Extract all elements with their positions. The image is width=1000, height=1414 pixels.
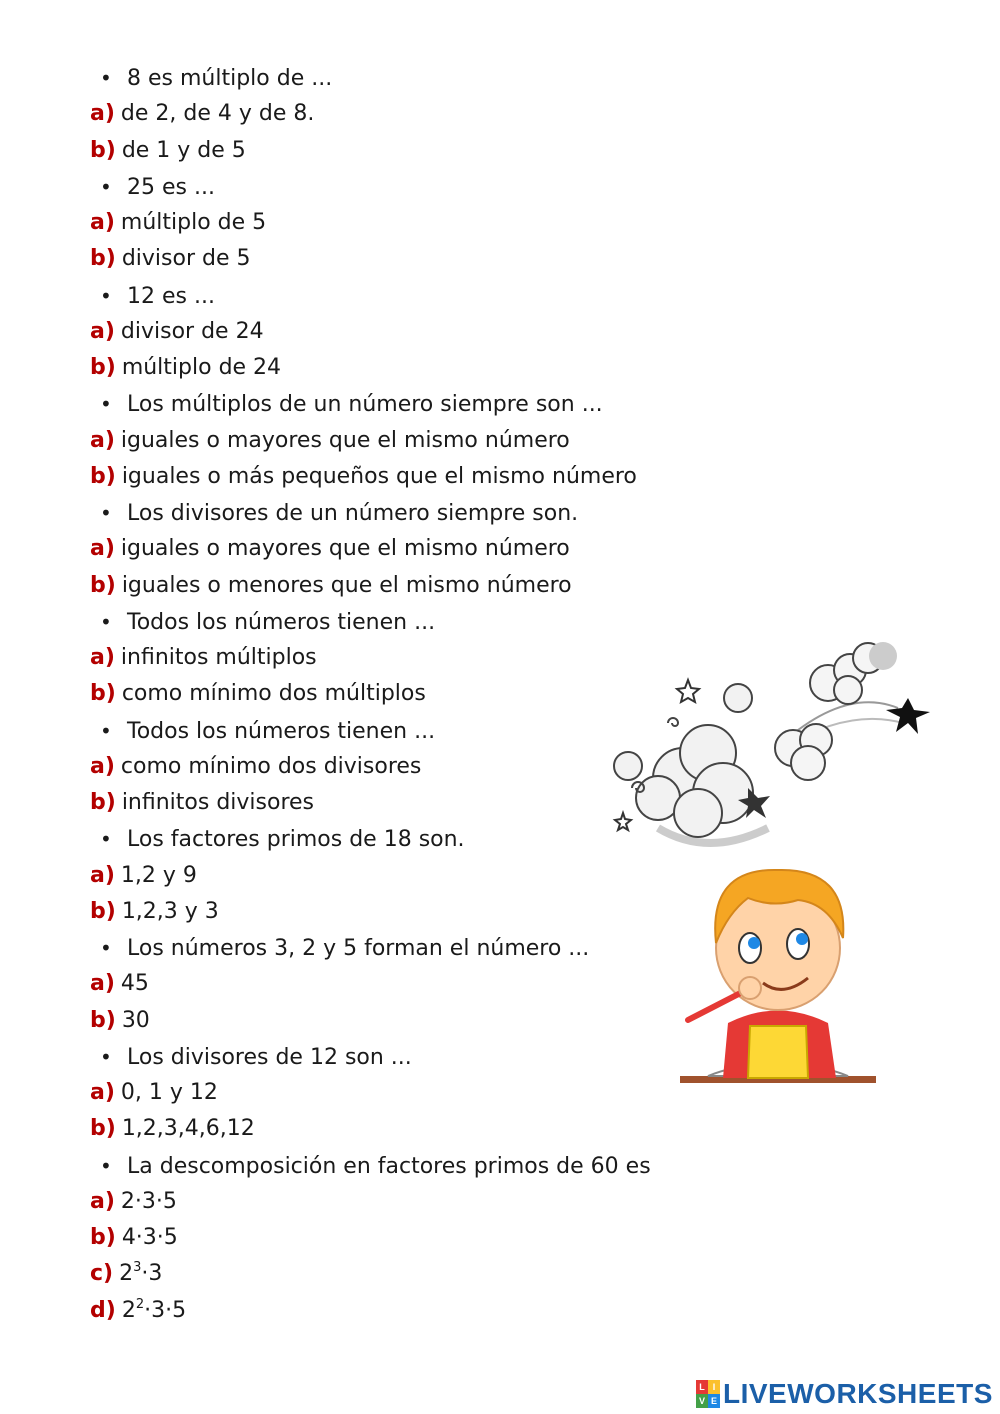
- hand: [739, 977, 761, 999]
- left-eye: [739, 933, 761, 963]
- answer-option[interactable]: [90, 568, 690, 604]
- option-text: como mínimo dos divisores: [120, 753, 422, 779]
- question-prompt: [90, 278, 690, 314]
- option-letter: a): [90, 971, 115, 997]
- option-text: de 2, de 4 y de 8.: [120, 101, 315, 127]
- option-letter: b): [90, 137, 116, 163]
- option-text: como mínimo dos múltiplos: [121, 681, 426, 707]
- question-text: 8 es múltiplo de ...: [127, 66, 333, 91]
- option-base: 2: [119, 1261, 134, 1287]
- answer-option[interactable]: [90, 133, 690, 169]
- option-text: divisor de 24: [120, 318, 264, 344]
- option-letter: a): [90, 1080, 115, 1105]
- logo-badge: [696, 1380, 720, 1408]
- option-letter: a): [90, 536, 115, 562]
- answer-option[interactable]: [90, 894, 690, 930]
- bullet-icon: •: [100, 66, 112, 90]
- option-letter: a): [90, 318, 115, 344]
- option-text: múltiplo de 24: [121, 355, 282, 380]
- option-letter: c): [90, 1261, 114, 1287]
- option-letter: b): [90, 898, 116, 924]
- option-letter: b): [90, 246, 116, 272]
- thinking-boy-illustration: [678, 848, 878, 1088]
- logo-badge-letter: V: [696, 1394, 708, 1408]
- answer-option[interactable]: [90, 205, 690, 241]
- answer-option[interactable]: [90, 423, 690, 459]
- option-text: 2·3·5: [120, 1188, 177, 1214]
- answer-option[interactable]: [90, 241, 690, 277]
- question-prompt: [90, 60, 690, 96]
- right-eye: [787, 929, 809, 959]
- bullet-icon: •: [100, 283, 112, 308]
- option-letter: a): [90, 1188, 115, 1214]
- option-letter: d): [90, 1297, 116, 1323]
- bullet-icon: •: [100, 1044, 112, 1069]
- option-letter: b): [90, 463, 116, 489]
- option-text: infinitos divisores: [121, 790, 315, 815]
- option-text: 0, 1 y 12: [120, 1080, 218, 1105]
- explosion-illustration: [598, 628, 933, 860]
- option-text: infinitos múltiplos: [120, 645, 317, 670]
- option-letter: b): [90, 1116, 116, 1142]
- bullet-icon: •: [100, 827, 112, 852]
- small-star: [677, 680, 699, 702]
- answer-option[interactable]: [90, 1184, 690, 1220]
- option-text: divisor de 5: [121, 246, 251, 272]
- question-prompt: [90, 169, 690, 205]
- bullet-icon: •: [100, 718, 112, 743]
- option-text: de 1 y de 5: [121, 137, 246, 163]
- answer-option[interactable]: [90, 459, 690, 495]
- option-letter: a): [90, 101, 115, 127]
- question-text: Todos los números tienen ...: [127, 718, 436, 744]
- burst-star: [886, 698, 930, 734]
- option-text: 1,2 y 9: [120, 862, 197, 888]
- answer-option[interactable]: [90, 1111, 690, 1147]
- question-prompt: [90, 495, 690, 531]
- option-text: 1,2,3,4,6,12: [121, 1116, 255, 1142]
- option-text: 45: [120, 971, 149, 997]
- small-star: [615, 813, 631, 830]
- option-letter: b): [90, 355, 116, 380]
- logo-badge-letter: E: [708, 1394, 720, 1408]
- liveworksheets-logo: [696, 1374, 993, 1414]
- answer-option[interactable]: [90, 531, 690, 567]
- answer-option[interactable]: [90, 1256, 690, 1292]
- option-base: 2: [121, 1297, 136, 1323]
- option-letter: a): [90, 210, 115, 235]
- question-prompt: [90, 1148, 690, 1184]
- option-letter: b): [90, 572, 116, 598]
- question-prompt: [90, 930, 690, 966]
- option-letter: a): [90, 427, 115, 453]
- big-cloud: [614, 684, 753, 837]
- smoke-puff: [869, 642, 897, 670]
- answer-option[interactable]: [90, 350, 690, 386]
- bullet-icon: •: [100, 609, 112, 634]
- option-letter: a): [90, 645, 115, 670]
- answer-option[interactable]: [90, 966, 690, 1002]
- bullet-icon: •: [100, 174, 112, 199]
- option-letter: b): [90, 1225, 116, 1250]
- question-text: Los múltiplos de un número siempre son ...: [127, 392, 603, 418]
- logo-badge-letter: L: [696, 1380, 708, 1394]
- option-rest: ·3·5: [144, 1297, 187, 1323]
- bullet-icon: •: [100, 501, 112, 525]
- option-text: 30: [121, 1007, 150, 1033]
- question-text: Todos los números tienen ...: [127, 609, 436, 635]
- option-letter: b): [90, 681, 116, 707]
- question-text: Los divisores de un número siempre son.: [127, 501, 579, 526]
- option-letter: a): [90, 753, 115, 779]
- bullet-icon: •: [100, 936, 112, 960]
- answer-option[interactable]: [90, 1075, 690, 1111]
- spiral: [668, 718, 678, 726]
- option-letter: b): [90, 790, 116, 815]
- bullet-icon: •: [100, 392, 112, 417]
- question-text: 12 es ...: [127, 283, 215, 309]
- overalls: [748, 1026, 808, 1078]
- logo-text: LIVEWORKSHEETS: [723, 1378, 993, 1409]
- option-text: iguales o más pequeños que el mismo número: [121, 463, 637, 489]
- option-letter: b): [90, 1007, 116, 1033]
- option-text: 4·3·5: [121, 1225, 178, 1250]
- answer-option[interactable]: [90, 314, 690, 350]
- question-text: Los factores primos de 18 son.: [127, 827, 465, 853]
- option-text: iguales o menores que el mismo número: [121, 572, 572, 598]
- answer-option[interactable]: [90, 1003, 690, 1039]
- answer-option[interactable]: [90, 96, 690, 132]
- question-text: 25 es ...: [127, 174, 215, 200]
- question-text: Los números 3, 2 y 5 forman el número ...: [127, 936, 590, 961]
- answer-option[interactable]: [90, 1220, 690, 1256]
- option-text: iguales o mayores que el mismo número: [120, 427, 570, 453]
- bullet-icon: •: [100, 1153, 112, 1178]
- option-text: iguales o mayores que el mismo número: [120, 536, 570, 562]
- option-exponent: 3: [133, 1260, 142, 1276]
- option-text: múltiplo de 5: [120, 210, 267, 235]
- logo-badge-letter: I: [708, 1380, 720, 1394]
- option-rest: ·3: [141, 1261, 163, 1287]
- question-prompt: [90, 386, 690, 422]
- question-text: Los divisores de 12 son ...: [127, 1044, 412, 1070]
- option-exponent: 2: [135, 1296, 145, 1312]
- answer-option[interactable]: [90, 858, 690, 894]
- answer-option[interactable]: [90, 1293, 690, 1329]
- option-letter: a): [90, 862, 115, 888]
- question-text: La descomposición en factores primos de 60 es: [127, 1153, 651, 1179]
- question-prompt: [90, 1039, 690, 1075]
- option-text: 1,2,3 y 3: [121, 898, 219, 924]
